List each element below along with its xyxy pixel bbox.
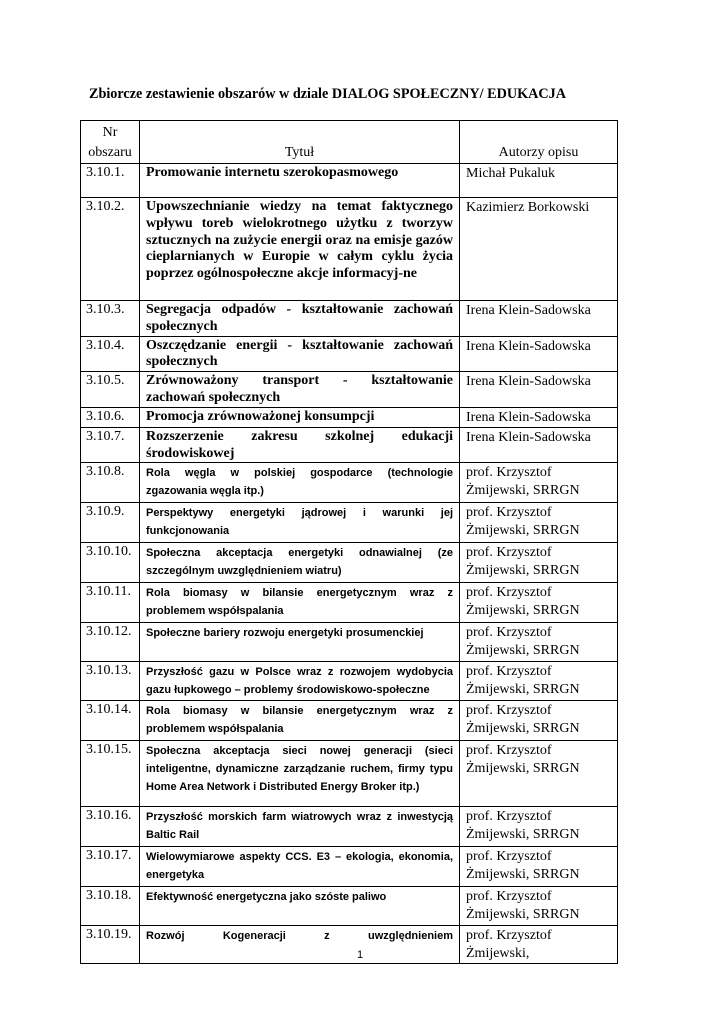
table-row bbox=[81, 336, 618, 372]
page-number: 1 bbox=[357, 949, 364, 961]
row-nr: 3.10.19. bbox=[81, 926, 140, 964]
table-row bbox=[81, 463, 618, 503]
table-row bbox=[81, 301, 618, 337]
row-title: Oszczędzanie energii - kształtowanie zachowań społecznych bbox=[140, 336, 460, 372]
table-row bbox=[81, 741, 618, 807]
row-title: Społeczna akceptacja energetyki odnawialnej (ze szczególnym uwzględnieniem wiatru) bbox=[140, 543, 460, 583]
row-nr: 3.10.8. bbox=[81, 463, 140, 503]
row-nr: 3.10.6. bbox=[81, 407, 140, 427]
table-row bbox=[81, 372, 618, 408]
table-row bbox=[81, 198, 618, 301]
row-author: Irena Klein-Sadowska bbox=[460, 336, 618, 372]
row-author: prof. Krzysztof Żmijewski, SRRGN bbox=[460, 847, 618, 887]
page-title: Zbiorcze zestawienie obszarów w dziale DIALOG SPOŁECZNY/ EDUKACJA bbox=[89, 86, 566, 102]
table-row bbox=[81, 807, 618, 847]
row-author: Irena Klein-Sadowska bbox=[460, 407, 618, 427]
row-title: Promowanie internetu szerokopasmowego bbox=[140, 164, 460, 198]
table-row bbox=[81, 662, 618, 701]
table-row bbox=[81, 503, 618, 543]
row-nr: 3.10.14. bbox=[81, 701, 140, 741]
row-nr: 3.10.2. bbox=[81, 198, 140, 301]
areas-table bbox=[80, 120, 618, 964]
row-nr: 3.10.7. bbox=[81, 427, 140, 463]
row-author: prof. Krzysztof Żmijewski, SRRGN bbox=[460, 701, 618, 741]
table-header-row bbox=[81, 121, 618, 164]
table-row bbox=[81, 887, 618, 926]
row-title: Promocja zrównoważonej konsumpcji bbox=[140, 407, 460, 427]
row-author: prof. Krzysztof Żmijewski, SRRGN bbox=[460, 741, 618, 807]
row-title: Rozszerzenie zakresu szkolnej edukacji środowiskowej bbox=[140, 427, 460, 463]
table-row bbox=[81, 847, 618, 887]
row-title: Rozwój Kogeneracji z uwzględnieniem bbox=[140, 926, 460, 964]
row-nr: 3.10.11. bbox=[81, 583, 140, 623]
table-row bbox=[81, 583, 618, 623]
row-title: Segregacja odpadów - kształtowanie zachowań społecznych bbox=[140, 301, 460, 337]
table-row bbox=[81, 407, 618, 427]
row-nr: 3.10.5. bbox=[81, 372, 140, 408]
row-author: prof. Krzysztof Żmijewski, SRRGN bbox=[460, 807, 618, 847]
row-nr: 3.10.4. bbox=[81, 336, 140, 372]
table-row bbox=[81, 926, 618, 964]
table-row bbox=[81, 164, 618, 198]
row-author: prof. Krzysztof Żmijewski, SRRGN bbox=[460, 543, 618, 583]
row-nr: 3.10.9. bbox=[81, 503, 140, 543]
row-author: prof. Krzysztof Żmijewski, SRRGN bbox=[460, 887, 618, 926]
row-title: Społeczne bariery rozwoju energetyki prosumenckiej bbox=[140, 623, 460, 662]
row-nr: 3.10.17. bbox=[81, 847, 140, 887]
row-author: Irena Klein-Sadowska bbox=[460, 427, 618, 463]
row-nr: 3.10.12. bbox=[81, 623, 140, 662]
row-title: Rola biomasy w bilansie energetycznym wraz z problemem współspalania bbox=[140, 583, 460, 623]
row-author: Irena Klein-Sadowska bbox=[460, 301, 618, 337]
row-title: Rola węgla w polskiej gospodarce (technologie zgazowania węgla itp.) bbox=[140, 463, 460, 503]
row-nr: 3.10.10. bbox=[81, 543, 140, 583]
row-author: prof. Krzysztof Żmijewski, SRRGN bbox=[460, 623, 618, 662]
table-row bbox=[81, 623, 618, 662]
header-autorzy: Autorzy opisu bbox=[460, 121, 618, 164]
row-nr: 3.10.3. bbox=[81, 301, 140, 337]
row-title: Wielowymiarowe aspekty CCS. E3 – ekologia, ekonomia, energetyka bbox=[140, 847, 460, 887]
header-nr bbox=[81, 121, 140, 164]
row-author: prof. Krzysztof Żmijewski, SRRGN bbox=[460, 662, 618, 701]
row-title: Przyszłość gazu w Polsce wraz z rozwojem wydobycia gazu łupkowego – problemy środowiskowo-społeczne bbox=[140, 662, 460, 701]
row-title: Rola biomasy w bilansie energetycznym wraz z problemem współspalania bbox=[140, 701, 460, 741]
table-row bbox=[81, 543, 618, 583]
header-nr-line1: Nr bbox=[102, 125, 118, 140]
row-author: prof. Krzysztof Żmijewski, SRRGN bbox=[460, 583, 618, 623]
row-title: Efektywność energetyczna jako szóste paliwo bbox=[140, 887, 460, 926]
table-row bbox=[81, 701, 618, 741]
row-title: Perspektywy energetyki jądrowej i warunki jej funkcjonowania bbox=[140, 503, 460, 543]
row-author: prof. Krzysztof Żmijewski, SRRGN bbox=[460, 503, 618, 543]
row-author: Irena Klein-Sadowska bbox=[460, 372, 618, 408]
row-title: Upowszechnianie wiedzy na temat faktycznego wpływu toreb wielokrotnego użytku z tworzyw sztucznych na zużycie energii oraz na emisje gazów cieplarnianych w Europie w całym cyklu życia poprzez ogólnospołeczne akcje informacyj-ne bbox=[140, 198, 460, 301]
row-author: Michał Pukaluk bbox=[460, 164, 618, 198]
header-tytul: Tytuł bbox=[140, 121, 460, 164]
row-title: Społeczna akceptacja sieci nowej generacji (sieci inteligentne, dynamiczne zarządzanie ruchem, firmy typu Home Area Network i Distributed Energy Broker itp.) bbox=[140, 741, 460, 807]
row-nr: 3.10.16. bbox=[81, 807, 140, 847]
row-nr: 3.10.18. bbox=[81, 887, 140, 926]
row-nr: 3.10.1. bbox=[81, 164, 140, 198]
row-author: Kazimierz Borkowski bbox=[460, 198, 618, 301]
row-author: prof. Krzysztof Żmijewski, SRRGN bbox=[460, 463, 618, 503]
row-title: Zrównoważony transport - kształtowanie zachowań społecznych bbox=[140, 372, 460, 408]
table-row bbox=[81, 427, 618, 463]
row-nr: 3.10.15. bbox=[81, 741, 140, 807]
header-nr-line2: obszaru bbox=[88, 145, 132, 160]
row-author: prof. Krzysztof Żmijewski, bbox=[460, 926, 618, 964]
row-nr: 3.10.13. bbox=[81, 662, 140, 701]
row-title: Przyszłość morskich farm wiatrowych wraz z inwestycją Baltic Rail bbox=[140, 807, 460, 847]
